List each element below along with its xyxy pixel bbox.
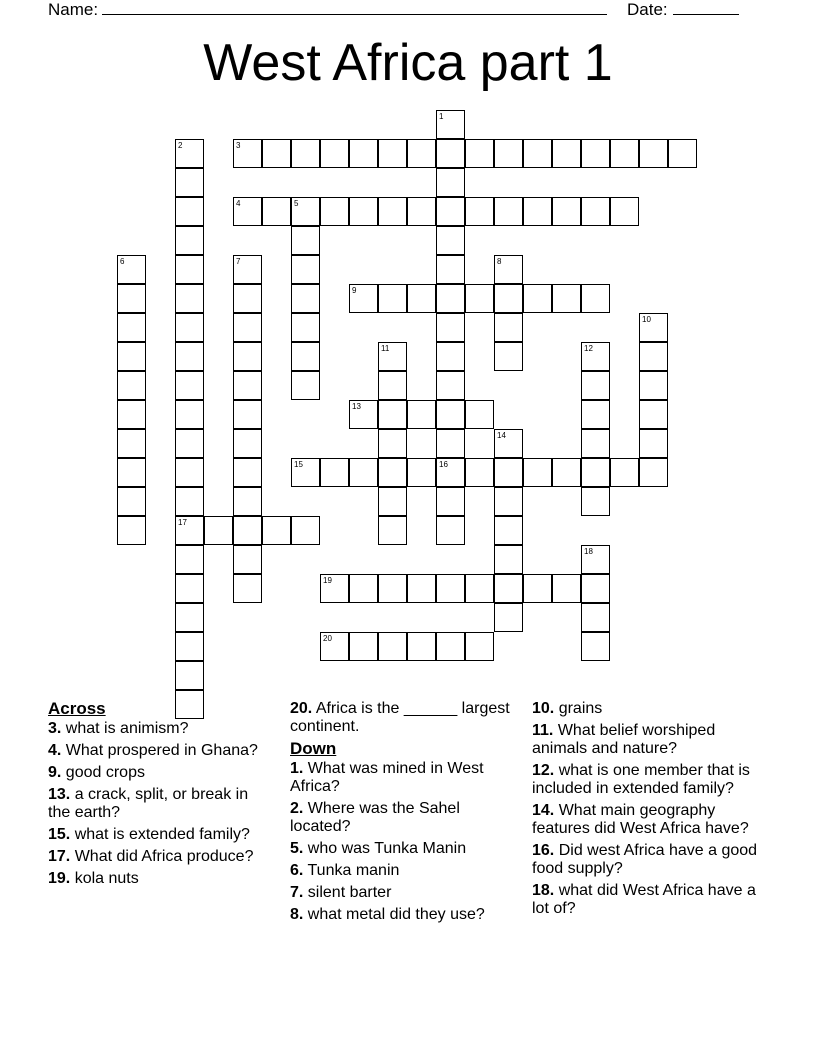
grid-cell[interactable] xyxy=(436,255,465,284)
clues-column-2 xyxy=(290,700,512,928)
grid-cell[interactable] xyxy=(436,139,465,168)
grid-number: 15 xyxy=(294,460,303,469)
grid-cell[interactable] xyxy=(233,487,262,516)
grid-cell[interactable] xyxy=(552,574,581,603)
grid-cell[interactable] xyxy=(552,139,581,168)
grid-cell[interactable] xyxy=(117,516,146,545)
grid-cell[interactable] xyxy=(233,545,262,574)
grid-cell[interactable] xyxy=(610,197,639,226)
grid-cell[interactable] xyxy=(494,487,523,516)
grid-cell[interactable] xyxy=(117,371,146,400)
grid-cell[interactable] xyxy=(378,574,407,603)
clue-down-8: 8. what metal did they use? xyxy=(290,906,485,923)
name-field-line[interactable] xyxy=(102,14,607,15)
grid-cell[interactable] xyxy=(494,458,523,487)
grid-number: 9 xyxy=(352,286,357,295)
grid-cell[interactable] xyxy=(494,574,523,603)
grid-cell[interactable] xyxy=(117,255,146,284)
grid-cell[interactable] xyxy=(436,342,465,371)
grid-cell[interactable] xyxy=(436,458,465,487)
grid-cell[interactable] xyxy=(233,574,262,603)
grid-cell[interactable] xyxy=(639,139,668,168)
grid-cell[interactable] xyxy=(407,139,436,168)
name-label: Name: xyxy=(48,0,99,19)
grid-cell[interactable] xyxy=(117,429,146,458)
date-label: Date: xyxy=(627,0,668,19)
grid-cell[interactable] xyxy=(262,139,291,168)
grid-cell[interactable] xyxy=(494,139,523,168)
grid-number: 20 xyxy=(323,634,332,643)
grid-cell[interactable] xyxy=(233,429,262,458)
grid-number: 7 xyxy=(236,257,241,266)
grid-cell[interactable] xyxy=(175,313,204,342)
grid-cell[interactable] xyxy=(407,197,436,226)
grid-cell[interactable] xyxy=(291,284,320,313)
grid-cell[interactable] xyxy=(552,284,581,313)
grid-cell[interactable] xyxy=(175,603,204,632)
grid-number: 8 xyxy=(497,257,502,266)
grid-cell[interactable] xyxy=(436,574,465,603)
grid-cell[interactable] xyxy=(581,139,610,168)
grid-cell[interactable] xyxy=(523,458,552,487)
grid-cell[interactable] xyxy=(465,139,494,168)
grid-cell[interactable] xyxy=(291,226,320,255)
grid-number: 11 xyxy=(381,344,390,353)
grid-cell[interactable] xyxy=(378,400,407,429)
clue-down-5: 5. who was Tunka Manin xyxy=(290,840,467,857)
grid-cell[interactable] xyxy=(291,255,320,284)
grid-cell[interactable] xyxy=(320,632,349,661)
grid-cell[interactable] xyxy=(349,197,378,226)
clue-across-4: 4. What prospered in Ghana? xyxy=(48,742,258,759)
grid-cell[interactable] xyxy=(523,574,552,603)
grid-cell[interactable] xyxy=(581,632,610,661)
grid-cell[interactable] xyxy=(175,516,204,545)
grid-cell[interactable] xyxy=(117,342,146,371)
grid-cell[interactable] xyxy=(668,139,697,168)
grid-cell[interactable] xyxy=(494,516,523,545)
grid-cell[interactable] xyxy=(581,545,610,574)
grid-cell[interactable] xyxy=(378,487,407,516)
grid-cell[interactable] xyxy=(233,313,262,342)
clue-across-9: 9. good crops xyxy=(48,764,145,781)
grid-cell[interactable] xyxy=(320,574,349,603)
grid-cell[interactable] xyxy=(436,168,465,197)
grid-cell[interactable] xyxy=(465,400,494,429)
down-heading: Down xyxy=(290,739,337,758)
clue-down-1: 1. What was mined in West Africa? xyxy=(290,760,484,795)
grid-cell[interactable] xyxy=(552,458,581,487)
clues-column-1 xyxy=(48,700,270,892)
grid-cell[interactable] xyxy=(436,110,465,139)
grid-cell[interactable] xyxy=(639,371,668,400)
clue-down-11: 11. What belief worshiped animals and nature? xyxy=(532,722,716,757)
grid-cell[interactable] xyxy=(117,313,146,342)
clue-across-19: 19. kola nuts xyxy=(48,870,139,887)
grid-cell[interactable] xyxy=(581,603,610,632)
grid-cell[interactable] xyxy=(523,139,552,168)
grid-cell[interactable] xyxy=(175,168,204,197)
grid-cell[interactable] xyxy=(175,371,204,400)
grid-cell[interactable] xyxy=(378,632,407,661)
grid-number: 4 xyxy=(236,199,241,208)
clue-down-6: 6. Tunka manin xyxy=(290,862,400,879)
grid-cell[interactable] xyxy=(233,516,262,545)
date-field-line[interactable] xyxy=(673,14,739,15)
grid-cell[interactable] xyxy=(436,313,465,342)
grid-cell[interactable] xyxy=(639,429,668,458)
grid-number: 18 xyxy=(584,547,593,556)
clue-across-13: 13. a crack, split, or break in the earth? xyxy=(48,786,249,821)
grid-cell[interactable] xyxy=(175,545,204,574)
grid-cell[interactable] xyxy=(407,284,436,313)
clue-across-15: 15. what is extended family? xyxy=(48,826,250,843)
grid-cell[interactable] xyxy=(407,632,436,661)
grid-cell[interactable] xyxy=(291,371,320,400)
clue-down-16: 16. Did west Africa have a good food supply? xyxy=(532,842,758,877)
grid-cell[interactable] xyxy=(262,516,291,545)
grid-cell[interactable] xyxy=(610,458,639,487)
grid-cell[interactable] xyxy=(407,574,436,603)
grid-number: 19 xyxy=(323,576,332,585)
grid-cell[interactable] xyxy=(291,139,320,168)
clue-down-10: 10. grains xyxy=(532,700,603,717)
grid-cell[interactable] xyxy=(175,632,204,661)
grid-cell[interactable] xyxy=(349,574,378,603)
grid-cell[interactable] xyxy=(117,458,146,487)
grid-number: 1 xyxy=(439,112,444,121)
grid-cell[interactable] xyxy=(639,313,668,342)
grid-cell[interactable] xyxy=(610,139,639,168)
grid-cell[interactable] xyxy=(581,574,610,603)
grid-cell[interactable] xyxy=(175,487,204,516)
grid-number: 13 xyxy=(352,402,361,411)
grid-cell[interactable] xyxy=(581,487,610,516)
grid-cell[interactable] xyxy=(175,284,204,313)
grid-cell[interactable] xyxy=(523,197,552,226)
grid-cell[interactable] xyxy=(175,226,204,255)
clue-across-3: 3. what is animism? xyxy=(48,720,189,737)
grid-cell[interactable] xyxy=(175,574,204,603)
clues-column-3 xyxy=(532,700,767,922)
grid-cell[interactable] xyxy=(494,603,523,632)
grid-cell[interactable] xyxy=(378,139,407,168)
grid-cell[interactable] xyxy=(465,284,494,313)
grid-cell[interactable] xyxy=(233,342,262,371)
grid-cell[interactable] xyxy=(117,487,146,516)
grid-cell[interactable] xyxy=(494,284,523,313)
grid-cell[interactable] xyxy=(436,516,465,545)
grid-cell[interactable] xyxy=(262,197,291,226)
grid-cell[interactable] xyxy=(349,284,378,313)
grid-cell[interactable] xyxy=(378,284,407,313)
grid-cell[interactable] xyxy=(581,284,610,313)
clue-down-2: 2. Where was the Sahel located? xyxy=(290,800,460,835)
grid-cell[interactable] xyxy=(291,516,320,545)
grid-cell[interactable] xyxy=(494,429,523,458)
worksheet-header xyxy=(0,0,816,24)
grid-cell[interactable] xyxy=(349,632,378,661)
grid-number: 10 xyxy=(642,315,651,324)
grid-cell[interactable] xyxy=(436,632,465,661)
grid-cell[interactable] xyxy=(291,458,320,487)
grid-cell[interactable] xyxy=(465,458,494,487)
grid-cell[interactable] xyxy=(320,139,349,168)
grid-cell[interactable] xyxy=(233,400,262,429)
grid-cell[interactable] xyxy=(581,197,610,226)
grid-cell[interactable] xyxy=(233,371,262,400)
grid-cell[interactable] xyxy=(552,197,581,226)
grid-cell[interactable] xyxy=(523,284,552,313)
grid-cell[interactable] xyxy=(494,255,523,284)
grid-cell[interactable] xyxy=(407,458,436,487)
page-title: West Africa part 1 xyxy=(203,34,613,92)
grid-cell[interactable] xyxy=(639,400,668,429)
clue-across-20: 20. Africa is the ______ largest continent. xyxy=(290,700,510,735)
grid-cell[interactable] xyxy=(378,516,407,545)
grid-cell[interactable] xyxy=(436,371,465,400)
grid-cell[interactable] xyxy=(436,429,465,458)
grid-cell[interactable] xyxy=(378,197,407,226)
grid-cell[interactable] xyxy=(175,429,204,458)
grid-cell[interactable] xyxy=(378,429,407,458)
grid-cell[interactable] xyxy=(494,545,523,574)
grid-cell[interactable] xyxy=(204,516,233,545)
clue-down-18: 18. what did West Africa have a lot of? xyxy=(532,882,756,917)
grid-cell[interactable] xyxy=(233,139,262,168)
grid-cell[interactable] xyxy=(233,284,262,313)
grid-cell[interactable] xyxy=(581,400,610,429)
clue-across-17: 17. What did Africa produce? xyxy=(48,848,254,865)
grid-cell[interactable] xyxy=(494,342,523,371)
grid-cell[interactable] xyxy=(175,400,204,429)
grid-number: 3 xyxy=(236,141,241,150)
grid-cell[interactable] xyxy=(291,313,320,342)
grid-cell[interactable] xyxy=(639,458,668,487)
grid-cell[interactable] xyxy=(320,458,349,487)
grid-cell[interactable] xyxy=(494,313,523,342)
grid-cell[interactable] xyxy=(436,400,465,429)
grid-cell[interactable] xyxy=(233,458,262,487)
grid-number: 6 xyxy=(120,257,125,266)
grid-cell[interactable] xyxy=(291,342,320,371)
grid-number: 12 xyxy=(584,344,593,353)
grid-cell[interactable] xyxy=(233,255,262,284)
grid-cell[interactable] xyxy=(378,458,407,487)
grid-cell[interactable] xyxy=(175,661,204,690)
grid-cell[interactable] xyxy=(436,284,465,313)
clue-down-14: 14. What main geography features did West Africa have? xyxy=(532,802,749,837)
grid-cell[interactable] xyxy=(465,574,494,603)
grid-cell[interactable] xyxy=(349,458,378,487)
grid-cell[interactable] xyxy=(291,197,320,226)
grid-cell[interactable] xyxy=(175,255,204,284)
grid-cell[interactable] xyxy=(465,632,494,661)
grid-number: 16 xyxy=(439,460,448,469)
grid-cell[interactable] xyxy=(639,342,668,371)
grid-cell[interactable] xyxy=(349,400,378,429)
grid-number: 2 xyxy=(178,141,183,150)
grid-cell[interactable] xyxy=(581,342,610,371)
grid-cell[interactable] xyxy=(581,429,610,458)
grid-cell[interactable] xyxy=(407,400,436,429)
grid-cell[interactable] xyxy=(117,284,146,313)
grid-number: 14 xyxy=(497,431,506,440)
grid-cell[interactable] xyxy=(320,197,349,226)
clue-down-7: 7. silent barter xyxy=(290,884,392,901)
grid-cell[interactable] xyxy=(436,226,465,255)
grid-cell[interactable] xyxy=(233,197,262,226)
grid-cell[interactable] xyxy=(175,458,204,487)
grid-cell[interactable] xyxy=(349,139,378,168)
grid-cell[interactable] xyxy=(378,371,407,400)
grid-number: 17 xyxy=(178,518,187,527)
across-heading: Across xyxy=(48,699,106,718)
grid-cell[interactable] xyxy=(465,197,494,226)
grid-cell[interactable] xyxy=(436,487,465,516)
grid-cell[interactable] xyxy=(175,139,204,168)
grid-cell[interactable] xyxy=(175,197,204,226)
grid-cell[interactable] xyxy=(581,458,610,487)
grid-cell[interactable] xyxy=(581,371,610,400)
grid-cell[interactable] xyxy=(436,197,465,226)
clue-down-12: 12. what is one member that is included in extended family? xyxy=(532,762,750,797)
grid-cell[interactable] xyxy=(175,342,204,371)
grid-cell[interactable] xyxy=(494,197,523,226)
grid-number: 5 xyxy=(294,199,299,208)
grid-cell[interactable] xyxy=(378,342,407,371)
grid-cell[interactable] xyxy=(117,400,146,429)
